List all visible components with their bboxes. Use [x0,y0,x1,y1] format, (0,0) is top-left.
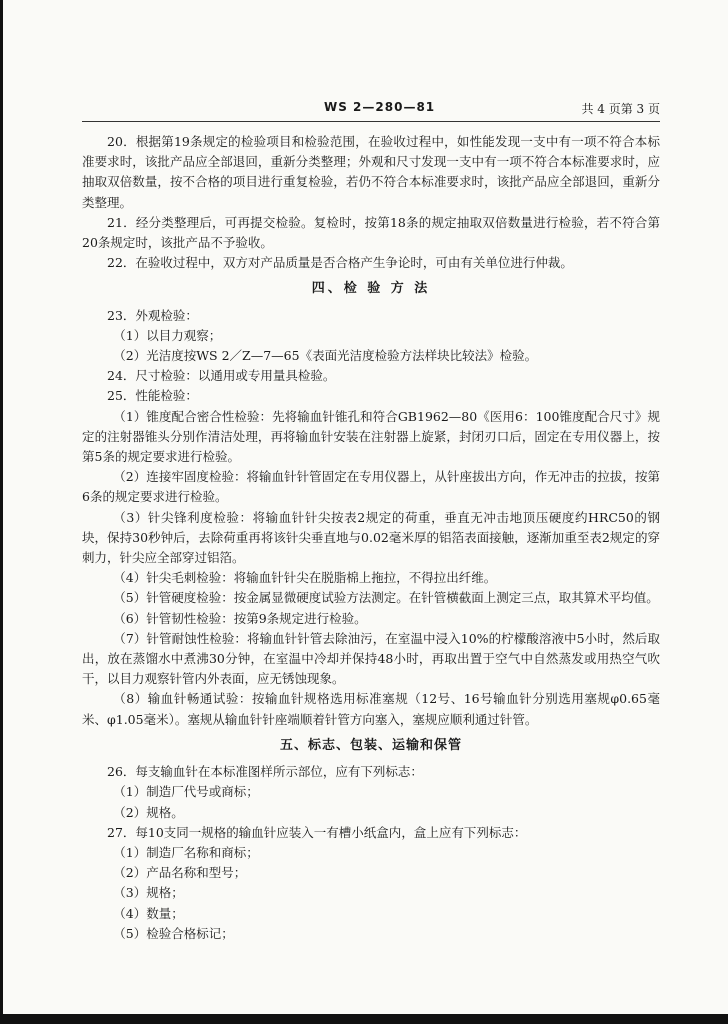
page-number-info: 共 4 页第 3 页 [581,102,660,116]
clause-26: 26．每支输血针在本标准图样所示部位，应有下列标志： [107,764,423,780]
page-header [80,100,660,120]
clause-27-item-5: （5）检验合格标记； [113,925,234,941]
scan-left-border [0,0,3,1024]
clause-25-item-5: （5）针管硬度检验：按金属显微硬度试验方法测定。在针管横截面上测定三点，取其算术平均值。 [113,590,659,606]
clause-20: 20．根据第19条规定的检验项目和检验范围，在验收过程中，如性能发现一支中有一项不符合本标准要求时，该批产品应全部退回，重新分类整理；外观和尺寸发现一支中有一项不符合本标准要求时，应抽取双倍数量，按不合格的项目进行重复检验，若仍不符合本标准要求时，该批产品应全部退回，重新分类整理。 [82,134,660,210]
clause-27-item-3: （3）规格； [113,885,184,901]
clause-25-item-1: （1）锥度配合密合性检验：先将输血针锥孔和符合GB1962—80《医用6：100锥度配合尺寸》规定的注射器锥头分别作清洁处理，再将输血针安装在注射器上旋紧，封闭刃口后，固定在专用仪器上，按第5条的规定要求进行检验。 [82,408,660,465]
clause-25: 25．性能检验： [107,388,198,404]
clause-21: 21．经分类整理后，可再提交检验。复检时，按第18条的规定抽取双倍数量进行检验，若不符合第20条规定时，该批产品不予验收。 [82,214,660,251]
clause-27: 27．每10支同一规格的输血针应装入一有槽小纸盒内，盒上应有下列标志： [107,824,527,840]
scan-bottom-border [0,1014,728,1024]
clause-24: 24．尺寸检验：以通用或专用量具检验。 [107,368,336,384]
clause-26-item-1: （1）制造厂代号或商标； [113,784,259,800]
document-body [82,132,660,944]
clause-25-item-4: （4）针尖毛刺检验：将输血针针尖在脱脂棉上拖拉，不得拉出纤维。 [113,570,497,586]
clause-23-item-1: （1）以目力观察； [113,327,222,343]
clause-25-item-8: （8）输血针畅通试验：按输血针规格选用标准塞规（12号、16号输血针分别选用塞规φ0.65毫米、φ1.05毫米）。塞规从输血针针座端顺着针管方向塞入，塞规应顺利通过针管。 [82,691,660,727]
header-rule [82,121,660,122]
clause-25-item-2: （2）连接牢固度检验：将输血针针管固定在专用仪器上，从针座拔出方向，作无冲击的拉拔，按第6条的规定要求进行检验。 [82,469,660,505]
section-5-title: 五、标志、包装、运输和保管 [279,737,462,753]
clause-26-item-2: （2）规格。 [113,804,184,820]
clause-25-item-6: （6）针管韧性检验：按第9条规定进行检验。 [113,610,367,626]
clause-25-item-7: （7）针管耐蚀性检验：将输血针针管去除油污，在室温中浸入10%的柠檬酸溶液中5小时，然后取出，放在蒸馏水中煮沸30分钟，在室温中冷却并保持48小时，再取出置于空气中自然蒸发或用热空气吹干，以目力观察针管内外表面，应无锈蚀现象。 [82,630,660,687]
clause-25-item-3: （3）针尖锋利度检验：将输血针针尖按表2规定的荷重，垂直无冲击地顶压硬度约HRC50的钢块，保持30秒钟后，去除荷重再将该针尖垂直地与0.02毫米厚的铝箔表面接触，逐渐加重至表2规定的穿刺力，针尖应全部穿过铝箔。 [82,509,660,566]
clause-27-item-2: （2）产品名称和型号； [113,865,247,881]
clause-23-item-2: （2）光洁度按WS 2／Z—7—65《表面光洁度检验方法样块比较法》检验。 [113,348,538,364]
clause-22: 22．在验收过程中，双方对产品质量是否合格产生争论时，可由有关单位进行仲裁。 [107,255,573,271]
standard-code: WS 2—280—81 [324,100,436,114]
clause-27-item-1: （1）制造厂名称和商标； [113,844,259,860]
section-4-title: 四、检 验 方 法 [311,281,431,297]
clause-27-item-4: （4）数量； [113,905,184,921]
clause-23: 23．外观检验： [107,307,198,323]
